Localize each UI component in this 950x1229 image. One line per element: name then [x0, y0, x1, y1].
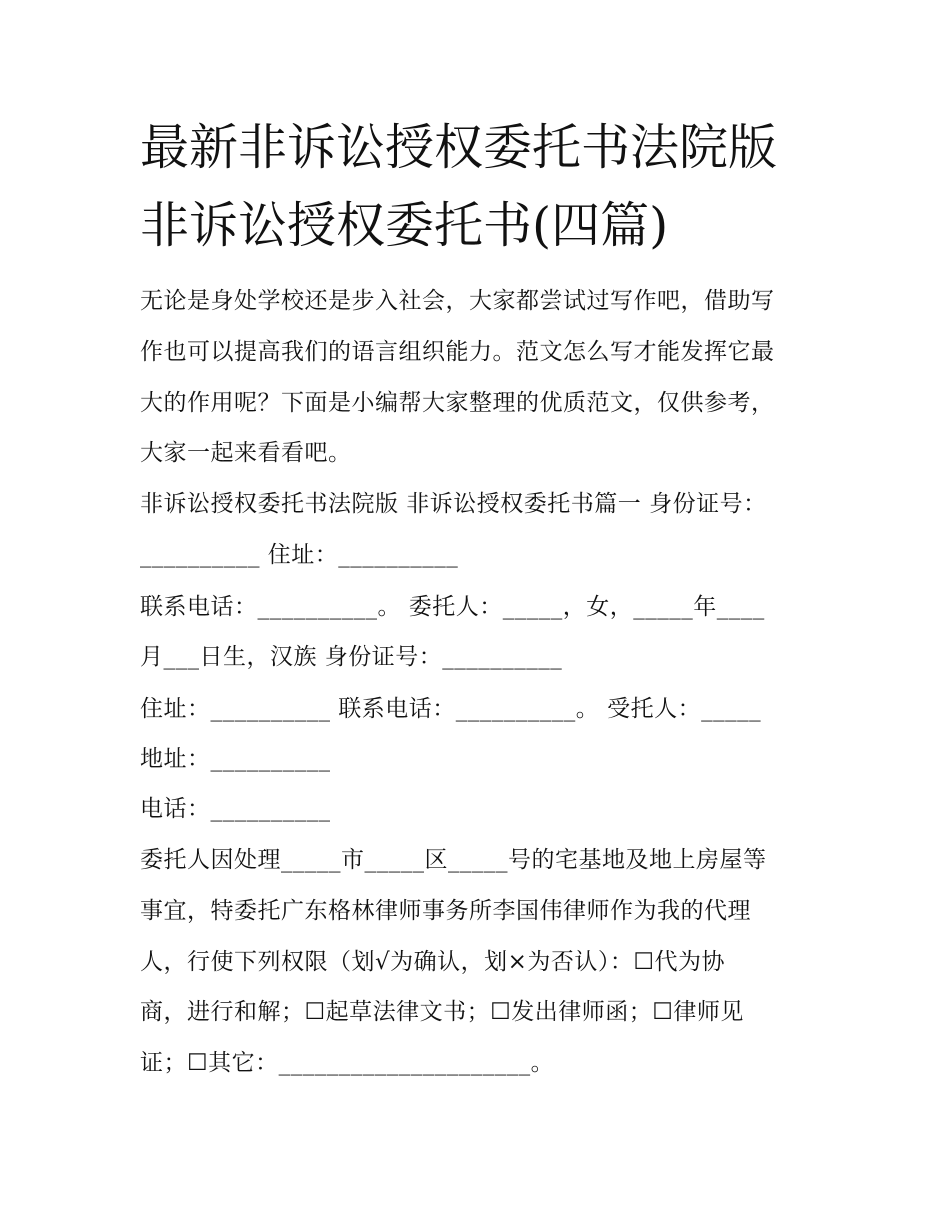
body-line: 大家一起来看看吧。	[140, 440, 352, 466]
body-line: 住址：__________ 联系电话：__________。 受托人：_____	[140, 696, 762, 722]
body-line: 事宜，特委托广东格林律师事务所李国伟律师作为我的代理	[140, 898, 751, 924]
body-line: 联系电话：__________。 委托人：_____，女，_____年____	[140, 594, 765, 620]
body-line: 委托人因处理_____市_____区_____号的宅基地及地上房屋等	[140, 847, 767, 873]
body-line: __________ 住址：__________	[140, 542, 459, 568]
body-line: 人，行使下列权限（划√为确认，划×为否认）：☐代为协	[140, 949, 726, 975]
body-line: 无论是身处学校还是步入社会，大家都尝试过写作吧，借助写	[140, 288, 775, 314]
body-line: 非诉讼授权委托书法院版 非诉讼授权委托书篇一 身份证号：	[140, 491, 767, 517]
body-line: 作也可以提高我们的语言组织能力。范文怎么写才能发挥它最	[140, 339, 775, 365]
body-line: 电话：__________	[140, 796, 331, 822]
document-title-line-2: 非诉讼授权委托书(四篇)	[140, 197, 669, 254]
body-line: 证；☐其它：_____________________。	[140, 1050, 555, 1076]
body-line: 月___日生，汉族 身份证号：__________	[140, 644, 563, 670]
body-line: 大的作用呢？下面是小编帮大家整理的优质范文，仅供参考，	[140, 390, 775, 416]
body-line: 地址：__________	[140, 746, 331, 772]
body-line: 商，进行和解；☐起草法律文书；☐发出律师函；☐律师见	[140, 999, 744, 1025]
document-title-line-1: 最新非诉讼授权委托书法院版	[140, 119, 778, 176]
